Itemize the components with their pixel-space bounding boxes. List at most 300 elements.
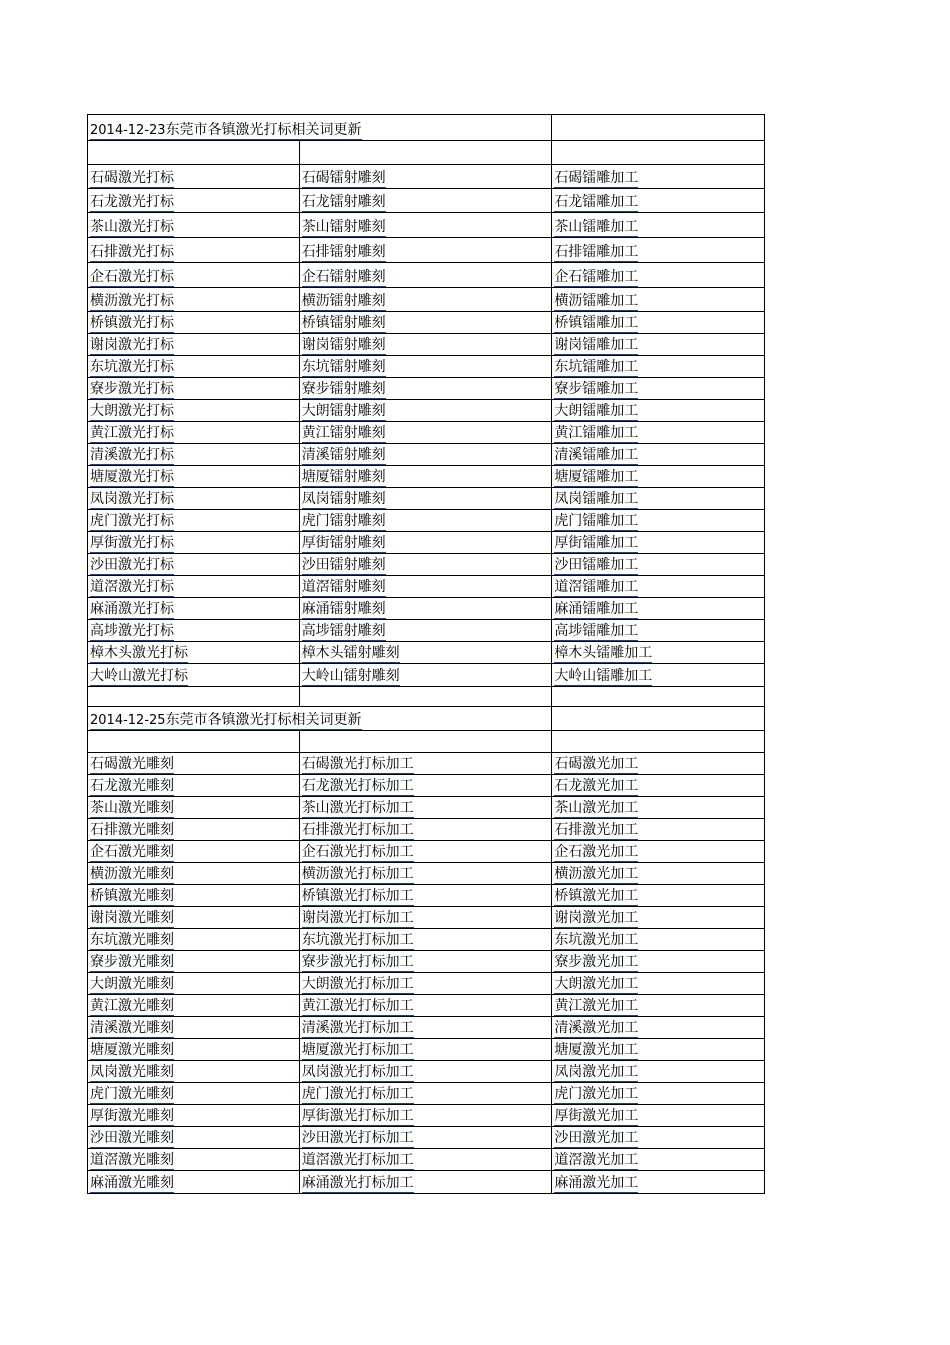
table-row xyxy=(88,238,764,263)
keyword-cell xyxy=(552,929,764,950)
keyword-cell xyxy=(88,238,300,262)
keyword-link[interactable]: 大岭山镭雕加工 xyxy=(554,668,653,684)
table-row xyxy=(88,334,764,356)
keyword-cell xyxy=(300,863,553,884)
table-row xyxy=(88,1039,764,1061)
blank-row xyxy=(88,141,764,165)
keyword-link[interactable]: 谢岗镭雕加工 xyxy=(554,337,639,353)
keyword-cell xyxy=(88,1149,300,1170)
keyword-cell xyxy=(300,973,553,994)
table-row xyxy=(88,378,764,400)
table-row xyxy=(88,951,764,973)
keyword-link[interactable]: 茶山镭雕加工 xyxy=(554,219,639,235)
keyword-cell xyxy=(300,422,553,443)
keyword-link[interactable]: 塘厦激光打标 xyxy=(90,469,174,485)
table-row xyxy=(88,312,764,334)
empty-cell xyxy=(552,687,764,706)
keyword-link[interactable]: 道滘镭雕加工 xyxy=(554,579,639,595)
keyword-cell xyxy=(552,334,764,355)
keyword-link[interactable]: 石排激光加工 xyxy=(554,822,639,838)
keyword-cell xyxy=(300,189,553,212)
keyword-cell xyxy=(88,576,300,597)
keyword-cell xyxy=(88,288,300,311)
keyword-link[interactable]: 大岭山激光打标 xyxy=(90,668,188,684)
keyword-link[interactable]: 黄江镭雕加工 xyxy=(554,425,639,441)
keyword-cell xyxy=(300,642,553,663)
keyword-cell xyxy=(88,312,300,333)
keyword-link[interactable]: 黄江激光打标加工 xyxy=(301,998,414,1014)
table-row xyxy=(88,973,764,995)
keyword-link[interactable]: 东坑镭射雕刻 xyxy=(301,359,386,375)
keyword-link[interactable]: 塘厦激光打标加工 xyxy=(301,1042,414,1058)
keyword-link[interactable]: 凤岗镭雕加工 xyxy=(554,491,639,507)
keyword-cell xyxy=(552,1105,764,1126)
keyword-link[interactable]: 桥镇激光雕刻 xyxy=(90,888,174,904)
keyword-link[interactable]: 虎门镭射雕刻 xyxy=(301,513,386,529)
table-row xyxy=(88,598,764,620)
keyword-link[interactable]: 石碣镭雕加工 xyxy=(554,170,639,186)
keyword-link[interactable]: 茶山激光打标加工 xyxy=(301,800,414,816)
empty-cell xyxy=(552,115,764,140)
keyword-link[interactable]: 麻涌激光打标加工 xyxy=(301,1175,414,1191)
keyword-link[interactable]: 凤岗激光雕刻 xyxy=(90,1064,174,1080)
keyword-link[interactable]: 樟木头镭雕加工 xyxy=(554,645,653,661)
keyword-cell xyxy=(88,995,300,1016)
keyword-cell xyxy=(88,263,300,287)
section-title-row xyxy=(88,115,764,141)
keyword-link[interactable]: 横沥激光打标 xyxy=(90,293,174,309)
keyword-cell xyxy=(300,1171,553,1193)
keyword-link[interactable]: 寮步镭射雕刻 xyxy=(301,381,386,397)
keyword-link[interactable]: 清溪激光加工 xyxy=(554,1020,639,1036)
keyword-link[interactable]: 道滘镭射雕刻 xyxy=(301,579,386,595)
keyword-link[interactable]: 横沥镭射雕刻 xyxy=(301,293,386,309)
keyword-link[interactable]: 道滘激光雕刻 xyxy=(90,1152,174,1168)
keyword-link[interactable]: 塘厦镭射雕刻 xyxy=(301,469,386,485)
keyword-cell xyxy=(300,620,553,641)
keyword-cell xyxy=(552,238,764,262)
section-title-link[interactable] xyxy=(90,713,362,730)
keyword-link[interactable]: 高埗镭雕加工 xyxy=(554,623,639,639)
keyword-cell xyxy=(88,929,300,950)
keyword-cell xyxy=(88,1061,300,1082)
keyword-cell xyxy=(88,753,300,774)
keyword-cell xyxy=(552,664,764,686)
keyword-cell xyxy=(88,598,300,619)
empty-cell xyxy=(300,687,553,706)
keyword-cell xyxy=(552,841,764,862)
section-date: 2014-12-23 xyxy=(90,123,166,138)
keyword-link[interactable]: 高埗镭射雕刻 xyxy=(301,623,386,639)
keyword-link[interactable]: 东坑激光加工 xyxy=(554,932,639,948)
table-row xyxy=(88,819,764,841)
keyword-link[interactable]: 石龙镭射雕刻 xyxy=(301,194,386,210)
keyword-cell xyxy=(552,598,764,619)
table-row xyxy=(88,1017,764,1039)
section-title-text: 东莞市各镇激光打标相关词更新 xyxy=(165,712,362,728)
keyword-cell xyxy=(300,1083,553,1104)
keyword-link[interactable]: 麻涌镭雕加工 xyxy=(554,601,639,617)
keyword-link[interactable]: 企石镭射雕刻 xyxy=(301,269,386,285)
keyword-link[interactable]: 东坑镭雕加工 xyxy=(554,359,639,375)
keyword-link[interactable]: 桥镇激光加工 xyxy=(554,888,639,904)
keyword-cell xyxy=(88,422,300,443)
keyword-link[interactable]: 厚街镭雕加工 xyxy=(554,535,639,551)
table-row xyxy=(88,841,764,863)
keyword-link[interactable]: 清溪镭射雕刻 xyxy=(301,447,386,463)
keyword-cell xyxy=(300,488,553,509)
keyword-link[interactable]: 石龙激光打标 xyxy=(90,194,174,210)
keyword-link[interactable]: 寮步镭雕加工 xyxy=(554,381,639,397)
keyword-cell xyxy=(88,510,300,531)
keyword-cell xyxy=(552,1149,764,1170)
keyword-link[interactable]: 麻涌激光加工 xyxy=(554,1175,639,1191)
spacer-row xyxy=(88,687,764,707)
keyword-cell xyxy=(88,797,300,818)
keyword-cell xyxy=(552,1017,764,1038)
table-row xyxy=(88,510,764,532)
table-row xyxy=(88,775,764,797)
keyword-cell xyxy=(88,973,300,994)
keyword-link[interactable]: 企石镭雕加工 xyxy=(554,269,639,285)
keyword-cell xyxy=(300,510,553,531)
keyword-link[interactable]: 厚街激光打标加工 xyxy=(301,1108,414,1124)
keyword-cell xyxy=(300,995,553,1016)
keyword-link[interactable]: 道滘激光加工 xyxy=(554,1152,639,1168)
keyword-link[interactable]: 厚街激光加工 xyxy=(554,1108,639,1124)
keyword-link[interactable]: 桥镇镭射雕刻 xyxy=(301,315,386,331)
keyword-link[interactable]: 大朗镭射雕刻 xyxy=(301,403,386,419)
keyword-link[interactable]: 樟木头镭射雕刻 xyxy=(301,645,400,661)
keyword-link[interactable]: 虎门激光雕刻 xyxy=(90,1086,174,1102)
table-row xyxy=(88,1105,764,1127)
keyword-link[interactable]: 清溪激光雕刻 xyxy=(90,1020,174,1036)
keyword-link[interactable]: 大朗激光打标加工 xyxy=(301,976,414,992)
section-title-row xyxy=(88,707,764,731)
table-row xyxy=(88,1171,764,1193)
keyword-link[interactable]: 塘厦镭雕加工 xyxy=(554,469,639,485)
keyword-cell xyxy=(552,189,764,212)
keyword-link[interactable]: 大朗激光加工 xyxy=(554,976,639,992)
table-row xyxy=(88,1149,764,1171)
keyword-link[interactable]: 塘厦激光加工 xyxy=(554,1042,639,1058)
keyword-link[interactable]: 石排镭雕加工 xyxy=(554,244,639,260)
table-row xyxy=(88,929,764,951)
keyword-cell xyxy=(552,1083,764,1104)
keyword-link[interactable]: 寮步激光打标 xyxy=(90,381,174,397)
keyword-cell xyxy=(552,620,764,641)
empty-cell xyxy=(300,731,553,752)
keyword-link[interactable]: 大朗镭雕加工 xyxy=(554,403,639,419)
keyword-link[interactable]: 企石激光加工 xyxy=(554,844,639,860)
table-row xyxy=(88,444,764,466)
keyword-link[interactable]: 石龙镭雕加工 xyxy=(554,194,639,210)
keyword-link[interactable]: 寮步激光加工 xyxy=(554,954,639,970)
keyword-cell xyxy=(88,466,300,487)
keyword-link[interactable]: 横沥激光雕刻 xyxy=(90,866,174,882)
keyword-cell xyxy=(552,422,764,443)
keyword-link[interactable]: 谢岗激光雕刻 xyxy=(90,910,174,926)
keyword-cell xyxy=(300,554,553,575)
keyword-cell xyxy=(300,797,553,818)
keyword-link[interactable]: 麻涌镭射雕刻 xyxy=(301,601,386,617)
keyword-link[interactable]: 横沥激光加工 xyxy=(554,866,639,882)
keyword-link[interactable]: 石排激光打标加工 xyxy=(301,822,414,838)
keyword-link[interactable]: 谢岗镭射雕刻 xyxy=(301,337,386,353)
keyword-cell xyxy=(552,466,764,487)
empty-cell xyxy=(88,687,300,706)
keyword-cell xyxy=(300,576,553,597)
keyword-cell xyxy=(552,885,764,906)
keyword-link[interactable]: 凤岗镭射雕刻 xyxy=(301,491,386,507)
keyword-cell xyxy=(88,378,300,399)
empty-cell xyxy=(88,731,300,752)
keyword-cell xyxy=(88,1039,300,1060)
table-row xyxy=(88,576,764,598)
keyword-link[interactable]: 黄江激光加工 xyxy=(554,998,639,1014)
keyword-cell xyxy=(88,1105,300,1126)
keyword-link[interactable]: 寮步激光打标加工 xyxy=(301,954,414,970)
section-title-link[interactable] xyxy=(90,123,362,140)
keyword-link[interactable]: 清溪镭雕加工 xyxy=(554,447,639,463)
empty-cell xyxy=(88,141,300,164)
keyword-cell xyxy=(552,973,764,994)
keyword-cell xyxy=(300,819,553,840)
keyword-cell xyxy=(552,510,764,531)
keyword-cell xyxy=(552,165,764,188)
keyword-link[interactable]: 横沥镭雕加工 xyxy=(554,293,639,309)
keyword-cell xyxy=(552,378,764,399)
keyword-link[interactable]: 谢岗激光加工 xyxy=(554,910,639,926)
keyword-link[interactable]: 麻涌激光雕刻 xyxy=(90,1175,174,1191)
keyword-cell xyxy=(552,444,764,465)
keyword-cell xyxy=(88,863,300,884)
keyword-cell xyxy=(552,1171,764,1193)
keyword-cell xyxy=(300,907,553,928)
keyword-cell xyxy=(88,1171,300,1193)
keyword-cell xyxy=(552,554,764,575)
table-row xyxy=(88,356,764,378)
keyword-link[interactable]: 黄江激光打标 xyxy=(90,425,174,441)
keyword-cell xyxy=(88,664,300,686)
keyword-cell xyxy=(88,400,300,421)
section-title-cell xyxy=(88,115,552,140)
table-row xyxy=(88,400,764,422)
keyword-link[interactable]: 虎门镭雕加工 xyxy=(554,513,639,529)
table-row xyxy=(88,995,764,1017)
keyword-link[interactable]: 沙田激光加工 xyxy=(554,1130,639,1146)
keyword-cell xyxy=(300,378,553,399)
table-row xyxy=(88,422,764,444)
keyword-link[interactable]: 石碣激光加工 xyxy=(554,756,639,772)
table-row xyxy=(88,213,764,238)
empty-cell xyxy=(300,141,553,164)
keyword-cell xyxy=(88,841,300,862)
keyword-link[interactable]: 石排激光打标 xyxy=(90,244,174,260)
keyword-table xyxy=(87,114,765,1194)
section-title-cell xyxy=(88,707,552,730)
keyword-link[interactable]: 道滘激光打标加工 xyxy=(301,1152,414,1168)
keyword-cell xyxy=(552,356,764,377)
table-row xyxy=(88,753,764,775)
keyword-link[interactable]: 石碣镭射雕刻 xyxy=(301,170,386,186)
keyword-cell xyxy=(300,841,553,862)
keyword-link[interactable]: 清溪激光打标加工 xyxy=(301,1020,414,1036)
keyword-cell xyxy=(88,189,300,212)
keyword-link[interactable]: 厚街激光打标 xyxy=(90,535,174,551)
keyword-link[interactable]: 塘厦激光雕刻 xyxy=(90,1042,174,1058)
keyword-link[interactable]: 谢岗激光打标 xyxy=(90,337,174,353)
table-row xyxy=(88,1061,764,1083)
keyword-link[interactable]: 麻涌激光打标 xyxy=(90,601,174,617)
keyword-link[interactable]: 石龙激光雕刻 xyxy=(90,778,174,794)
keyword-cell xyxy=(88,819,300,840)
keyword-link[interactable]: 谢岗激光打标加工 xyxy=(301,910,414,926)
keyword-link[interactable]: 厚街镭射雕刻 xyxy=(301,535,386,551)
keyword-link[interactable]: 桥镇镭雕加工 xyxy=(554,315,639,331)
section-date: 2014-12-25 xyxy=(90,713,166,728)
keyword-link[interactable]: 石排激光雕刻 xyxy=(90,822,174,838)
table-row xyxy=(88,554,764,576)
keyword-link[interactable]: 清溪激光打标 xyxy=(90,447,174,463)
table-row xyxy=(88,642,764,664)
keyword-link[interactable]: 凤岗激光打标加工 xyxy=(301,1064,414,1080)
keyword-cell xyxy=(88,1017,300,1038)
empty-cell xyxy=(552,731,764,752)
table-row xyxy=(88,863,764,885)
keyword-link[interactable]: 大朗激光打标 xyxy=(90,403,174,419)
keyword-cell xyxy=(300,400,553,421)
keyword-cell xyxy=(300,312,553,333)
keyword-link[interactable]: 茶山激光加工 xyxy=(554,800,639,816)
keyword-link[interactable]: 虎门激光打标加工 xyxy=(301,1086,414,1102)
keyword-link[interactable]: 高埗激光打标 xyxy=(90,623,174,639)
keyword-cell xyxy=(552,1127,764,1148)
keyword-cell xyxy=(552,1061,764,1082)
keyword-cell xyxy=(88,213,300,237)
keyword-cell xyxy=(552,1039,764,1060)
keyword-link[interactable]: 企石激光雕刻 xyxy=(90,844,174,860)
keyword-cell xyxy=(552,312,764,333)
keyword-cell xyxy=(552,753,764,774)
keyword-link[interactable]: 石龙激光加工 xyxy=(554,778,639,794)
keyword-link[interactable]: 虎门激光加工 xyxy=(554,1086,639,1102)
keyword-link[interactable]: 石碣激光打标加工 xyxy=(301,756,414,772)
keyword-cell xyxy=(552,263,764,287)
keyword-cell xyxy=(300,1105,553,1126)
keyword-link[interactable]: 黄江激光雕刻 xyxy=(90,998,174,1014)
keyword-link[interactable]: 石排镭射雕刻 xyxy=(301,244,386,260)
keyword-cell xyxy=(552,532,764,553)
keyword-link[interactable]: 桥镇激光打标 xyxy=(90,315,174,331)
keyword-link[interactable]: 石碣激光雕刻 xyxy=(90,756,174,772)
keyword-cell xyxy=(552,995,764,1016)
table-row xyxy=(88,620,764,642)
keyword-cell xyxy=(300,165,553,188)
keyword-link[interactable]: 厚街激光雕刻 xyxy=(90,1108,174,1124)
keyword-cell xyxy=(300,263,553,287)
keyword-link[interactable]: 企石激光打标加工 xyxy=(301,844,414,860)
table-row xyxy=(88,466,764,488)
table-row xyxy=(88,664,764,687)
keyword-cell xyxy=(88,165,300,188)
keyword-cell xyxy=(552,907,764,928)
keyword-cell xyxy=(300,664,553,686)
keyword-cell xyxy=(552,863,764,884)
keyword-link[interactable]: 石龙激光打标加工 xyxy=(301,778,414,794)
keyword-cell xyxy=(300,238,553,262)
table-row xyxy=(88,189,764,213)
keyword-link[interactable]: 茶山镭射雕刻 xyxy=(301,219,386,235)
keyword-cell xyxy=(552,951,764,972)
keyword-cell xyxy=(88,885,300,906)
keyword-cell xyxy=(300,753,553,774)
keyword-link[interactable]: 沙田激光打标 xyxy=(90,557,174,573)
empty-cell xyxy=(552,707,764,730)
keyword-link[interactable]: 寮步激光雕刻 xyxy=(90,954,174,970)
table-row xyxy=(88,263,764,288)
keyword-cell xyxy=(300,929,553,950)
keyword-link[interactable]: 沙田激光打标加工 xyxy=(301,1130,414,1146)
table-row xyxy=(88,488,764,510)
keyword-link[interactable]: 茶山激光打标 xyxy=(90,219,174,235)
keyword-link[interactable]: 东坑激光打标加工 xyxy=(301,932,414,948)
keyword-link[interactable]: 沙田镭雕加工 xyxy=(554,557,639,573)
keyword-link[interactable]: 茶山激光雕刻 xyxy=(90,800,174,816)
keyword-cell xyxy=(300,444,553,465)
keyword-cell xyxy=(88,356,300,377)
keyword-link[interactable]: 东坑激光雕刻 xyxy=(90,932,174,948)
keyword-link[interactable]: 大岭山镭射雕刻 xyxy=(301,668,400,684)
keyword-link[interactable]: 桥镇激光打标加工 xyxy=(301,888,414,904)
table-row xyxy=(88,797,764,819)
keyword-link[interactable]: 道滘激光打标 xyxy=(90,579,174,595)
keyword-cell xyxy=(300,466,553,487)
keyword-link[interactable]: 沙田激光雕刻 xyxy=(90,1130,174,1146)
keyword-link[interactable]: 大朗激光雕刻 xyxy=(90,976,174,992)
keyword-link[interactable]: 黄江镭射雕刻 xyxy=(301,425,386,441)
keyword-cell xyxy=(300,775,553,796)
keyword-cell xyxy=(552,488,764,509)
keyword-cell xyxy=(300,532,553,553)
keyword-cell xyxy=(300,1017,553,1038)
section-title-text: 东莞市各镇激光打标相关词更新 xyxy=(165,122,362,138)
keyword-cell xyxy=(88,907,300,928)
keyword-cell xyxy=(300,885,553,906)
keyword-link[interactable]: 凤岗激光加工 xyxy=(554,1064,639,1080)
keyword-cell xyxy=(300,1149,553,1170)
keyword-cell xyxy=(552,775,764,796)
table-row xyxy=(88,1127,764,1149)
keyword-cell xyxy=(552,797,764,818)
keyword-link[interactable]: 企石激光打标 xyxy=(90,269,174,285)
keyword-link[interactable]: 东坑激光打标 xyxy=(90,359,174,375)
keyword-cell xyxy=(552,213,764,237)
keyword-link[interactable]: 沙田镭射雕刻 xyxy=(301,557,386,573)
keyword-link[interactable]: 虎门激光打标 xyxy=(90,513,174,529)
keyword-link[interactable]: 凤岗激光打标 xyxy=(90,491,174,507)
keyword-link[interactable]: 石碣激光打标 xyxy=(90,170,174,186)
keyword-link[interactable]: 横沥激光打标加工 xyxy=(301,866,414,882)
keyword-cell xyxy=(300,213,553,237)
keyword-cell xyxy=(88,334,300,355)
keyword-cell xyxy=(88,951,300,972)
keyword-cell xyxy=(300,598,553,619)
keyword-link[interactable]: 樟木头激光打标 xyxy=(90,645,188,661)
keyword-cell xyxy=(552,642,764,663)
keyword-cell xyxy=(300,1061,553,1082)
keyword-cell xyxy=(552,576,764,597)
